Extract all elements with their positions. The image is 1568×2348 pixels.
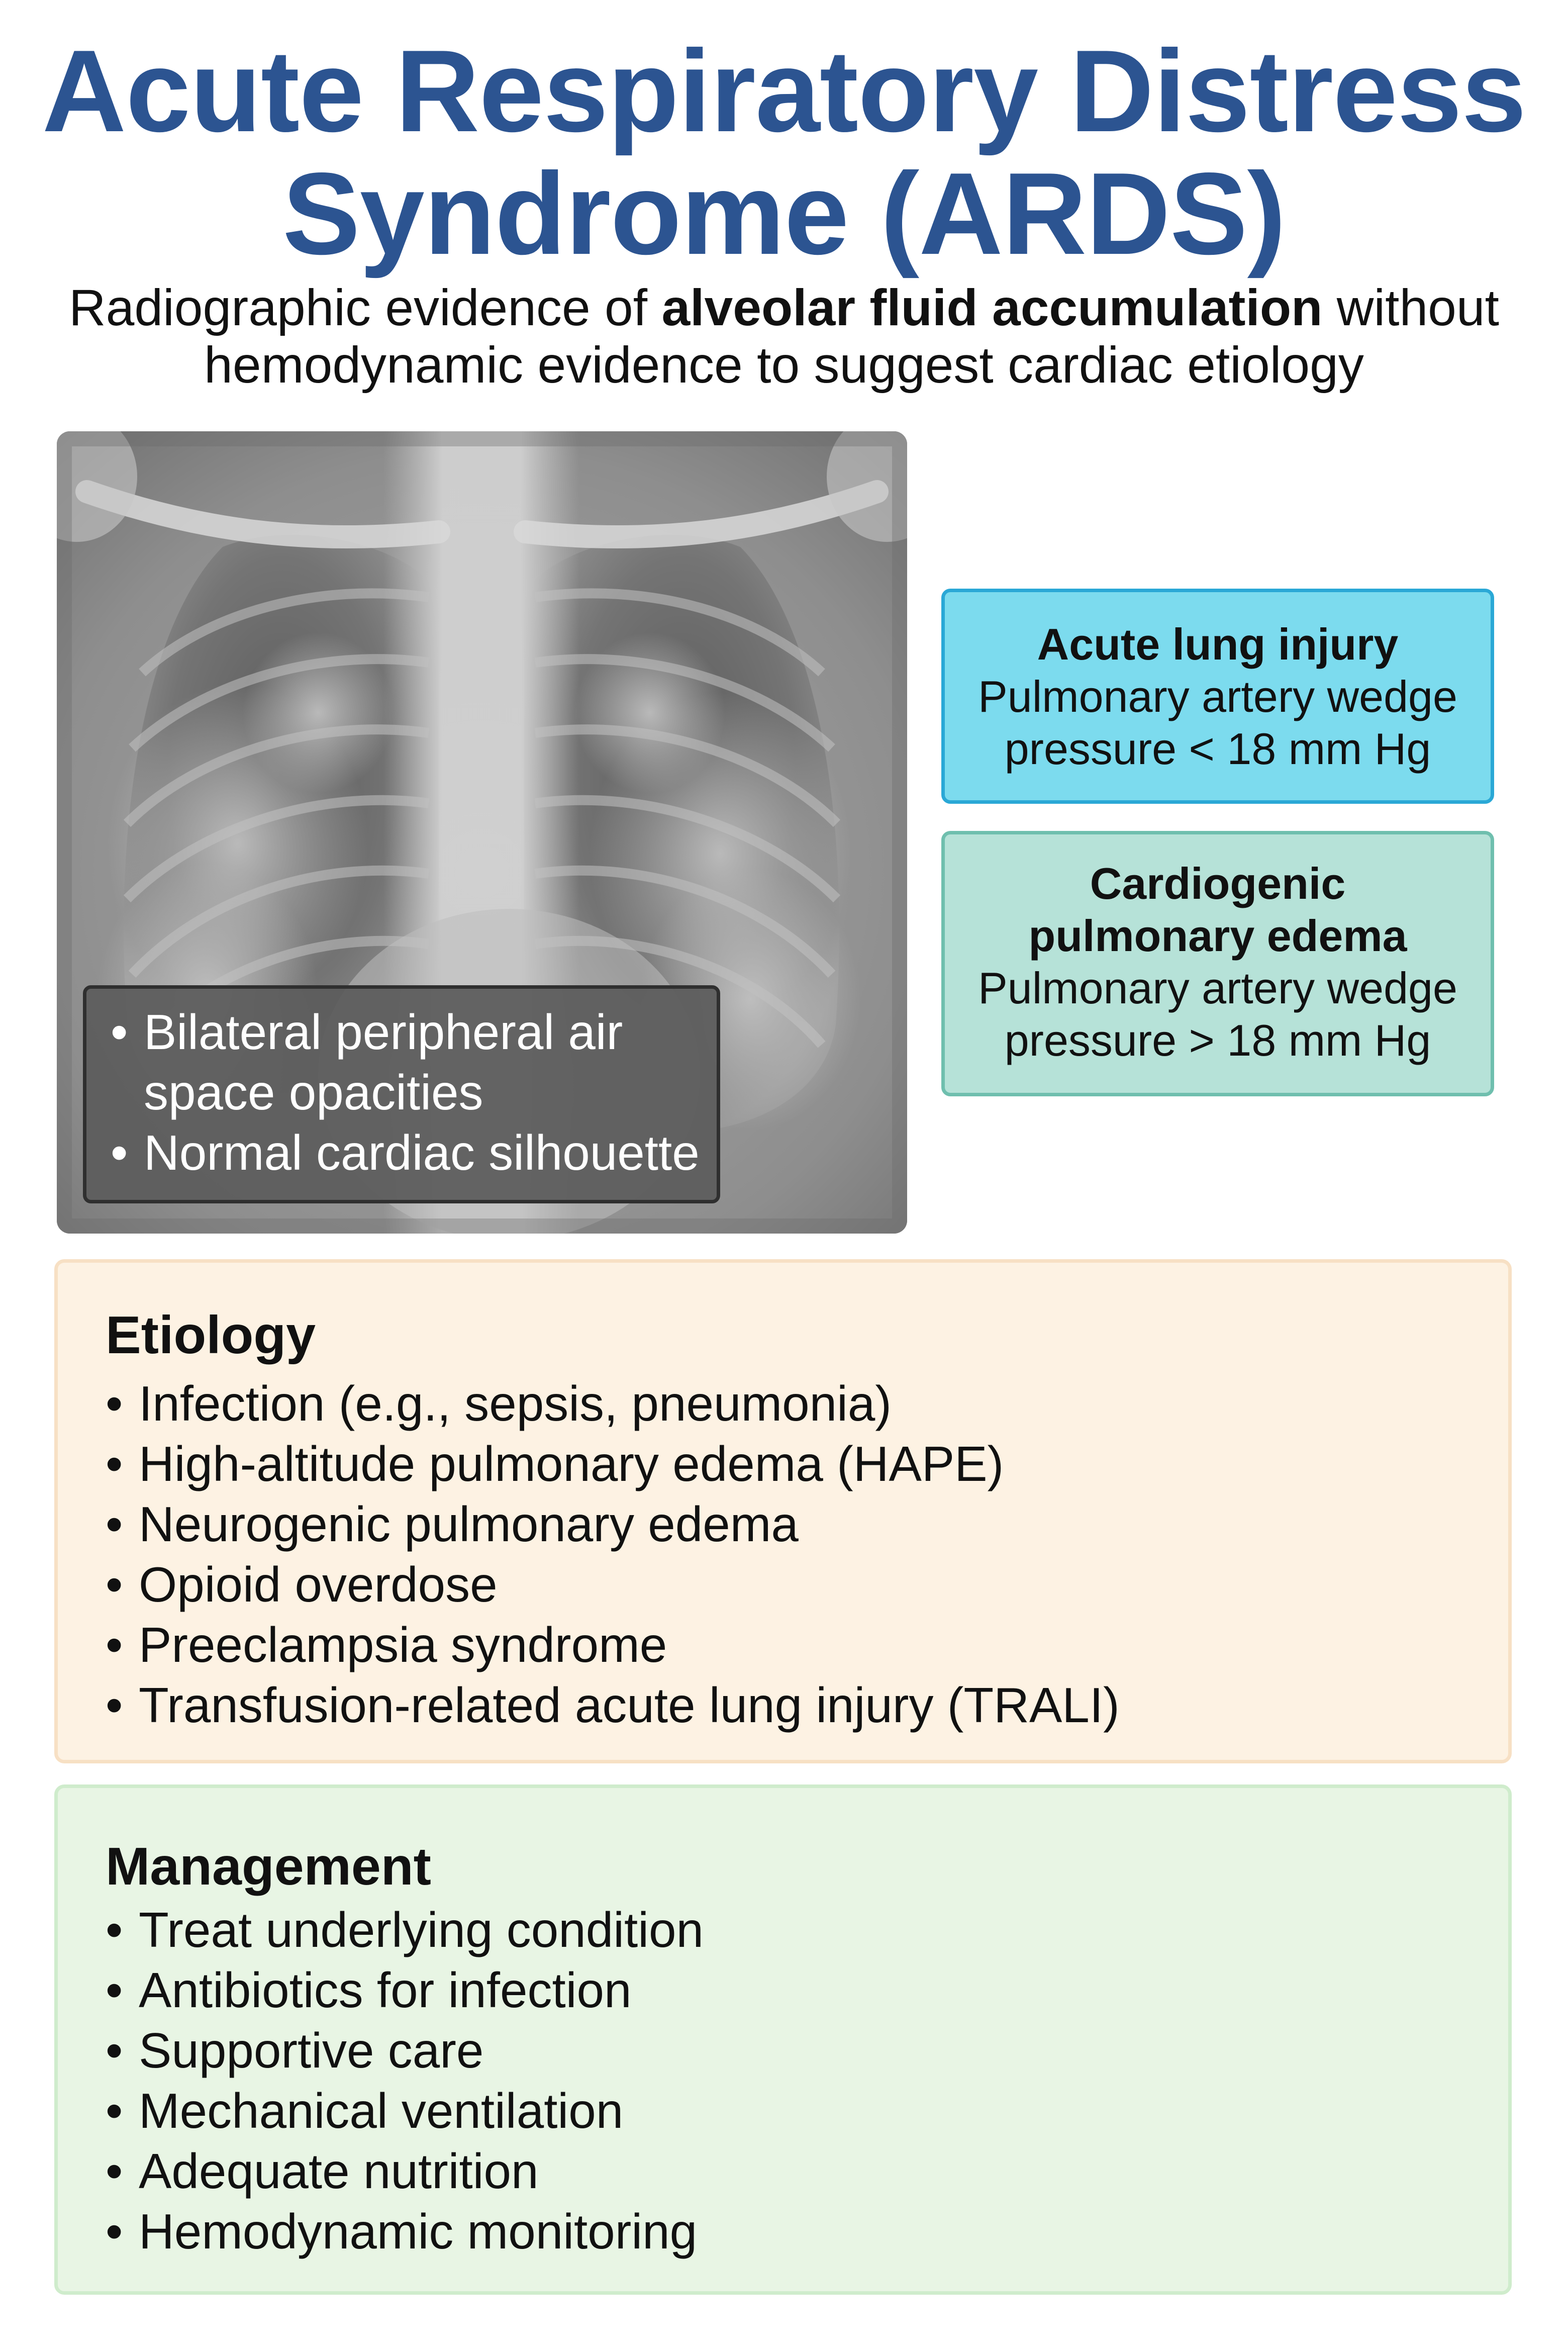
management-panel: [54, 1785, 1512, 2295]
page-title-line-2: Syndrome (ARDS): [282, 149, 1286, 279]
etiology-item: • Preeclampsia syndrome: [106, 1615, 1120, 1675]
management-list: [106, 1900, 704, 2262]
definition-pre: Radiographic evidence of: [69, 279, 662, 336]
management-item: • Hemodynamic monitoring: [106, 2201, 704, 2262]
etiology-item: • Infection (e.g., sepsis, pneumonia): [106, 1373, 1120, 1434]
xray-findings-box: [83, 985, 720, 1203]
management-item: • Antibiotics for infection: [106, 1960, 704, 2020]
definition-emphasis: alveolar fluid accumulation: [661, 279, 1323, 336]
xray-finding-item: • Normal cardiac silhouette: [111, 1122, 702, 1183]
etiology-list: [106, 1373, 1120, 1735]
cardiogenic-edema-criteria: Pulmonary artery wedge pressure > 18 mm Hg: [978, 963, 1457, 1065]
management-item: • Supportive care: [106, 2020, 704, 2081]
management-heading: Management: [106, 1837, 431, 1896]
page-title-line-1: Acute Respiratory Distress: [42, 26, 1526, 156]
management-item: • Adequate nutrition: [106, 2141, 704, 2201]
definition-line-1: [0, 279, 1568, 336]
cardiogenic-edema-title: Cardiogenic pulmonary edema: [1028, 859, 1407, 961]
acute-lung-injury-box: [941, 589, 1494, 804]
etiology-item: • Transfusion-related acute lung injury (TRALI): [106, 1675, 1120, 1735]
etiology-item: • Neurogenic pulmonary edema: [106, 1494, 1120, 1554]
cardiogenic-edema-box: [941, 831, 1494, 1096]
xray-findings-list: [111, 1002, 702, 1183]
definition-text: [0, 279, 1568, 394]
etiology-panel: [54, 1259, 1512, 1763]
etiology-item: • Opioid overdose: [106, 1554, 1120, 1615]
definition-line-2: hemodynamic evidence to suggest cardiac etiology: [204, 336, 1364, 394]
etiology-heading: Etiology: [106, 1305, 316, 1365]
acute-lung-injury-criteria: Pulmonary artery wedge pressure < 18 mm Hg: [978, 672, 1457, 774]
acute-lung-injury-title: Acute lung injury: [1037, 619, 1399, 669]
management-item: • Treat underlying condition: [106, 1900, 704, 1960]
xray-finding-item: • Bilateral peripheral air space opacities: [111, 1002, 702, 1122]
etiology-item: • High-altitude pulmonary edema (HAPE): [106, 1434, 1120, 1494]
management-item: • Mechanical ventilation: [106, 2081, 704, 2141]
page-title: [0, 26, 1568, 279]
definition-post: without: [1322, 279, 1499, 336]
